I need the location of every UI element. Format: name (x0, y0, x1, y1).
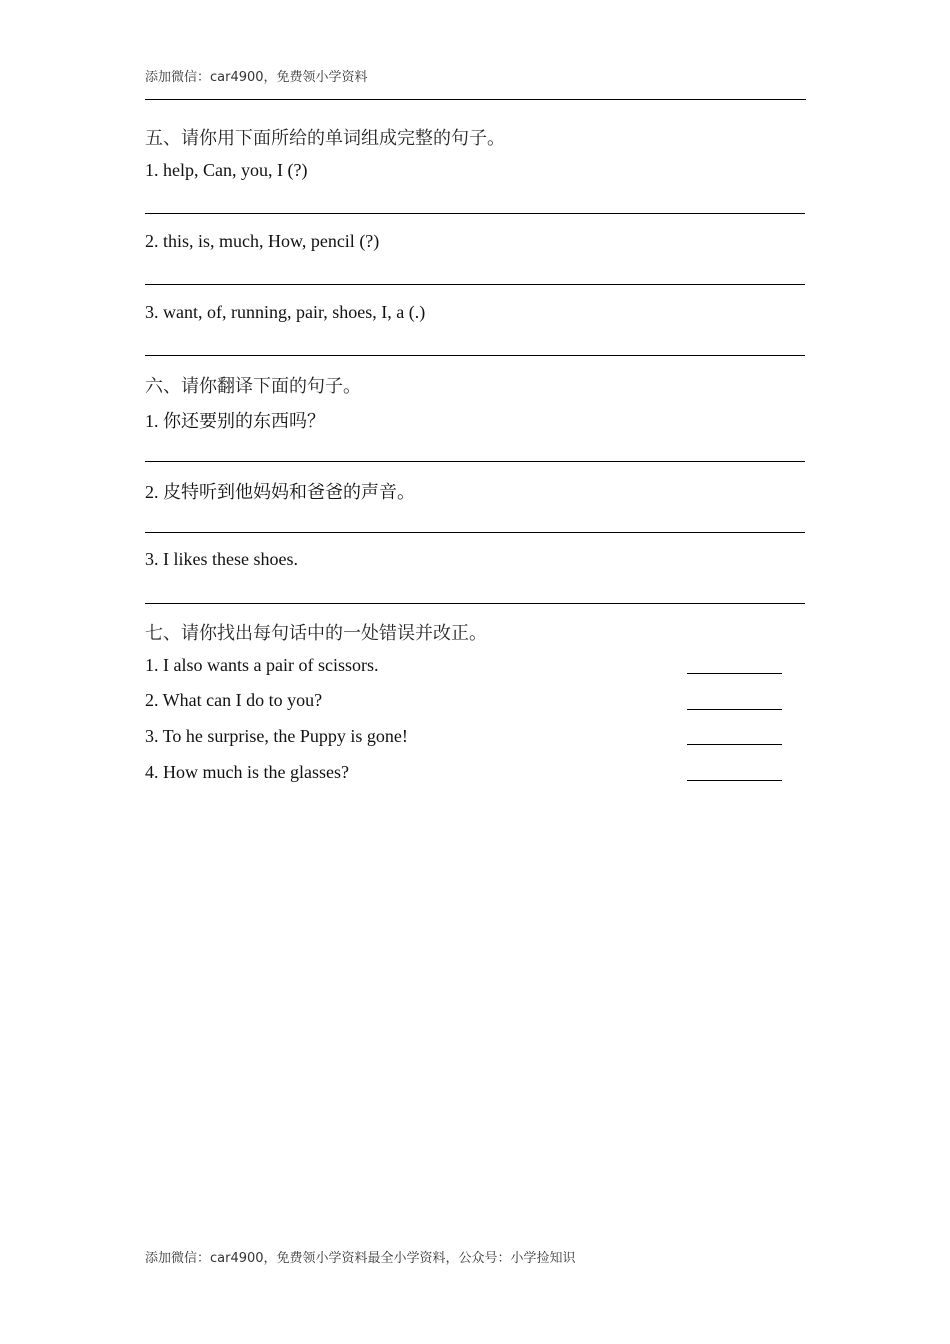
section-5-question-1: 1. help, Can, you, I (?) (145, 160, 308, 180)
page-footer: 添加微信：car4900，免费领小学资料最全小学资料，公众号：小学捡知识 (145, 1251, 576, 1266)
correction-blank (687, 673, 782, 674)
section-6-question-1: 1. 你还要别的东西吗？ (145, 411, 325, 431)
section-6-title: 六、请你翻译下面的句子。 (145, 376, 361, 396)
answer-line (145, 284, 805, 285)
section-7-question-3: 3. To he surprise, the Puppy is gone! (145, 726, 408, 746)
section-5-question-3: 3. want, of, running, pair, shoes, I, a (.) (145, 302, 426, 322)
correction-blank (687, 709, 782, 710)
answer-line (145, 213, 805, 214)
section-7-title: 七、请你找出每句话中的一处错误并改正。 (145, 623, 487, 643)
correction-blank (687, 744, 782, 745)
page-header: 添加微信：car4900，免费领小学资料 (145, 70, 368, 85)
section-6-question-2: 2. 皮特听到他妈妈和爸爸的声音。 (145, 482, 415, 502)
section-7-question-2: 2. What can I do to you? (145, 690, 323, 710)
correction-blank (687, 780, 782, 781)
section-7-question-1: 1. I also wants a pair of scissors. (145, 655, 379, 675)
header-divider (145, 99, 806, 100)
answer-line (145, 532, 805, 533)
answer-line (145, 355, 805, 356)
answer-line (145, 603, 805, 604)
section-5-title: 五、请你用下面所给的单词组成完整的句子。 (145, 128, 505, 148)
section-5-question-2: 2. this, is, much, How, pencil (?) (145, 231, 380, 251)
section-6-question-3: 3. I likes these shoes. (145, 549, 298, 569)
section-7-question-4: 4. How much is the glasses? (145, 762, 349, 782)
answer-line (145, 461, 805, 462)
